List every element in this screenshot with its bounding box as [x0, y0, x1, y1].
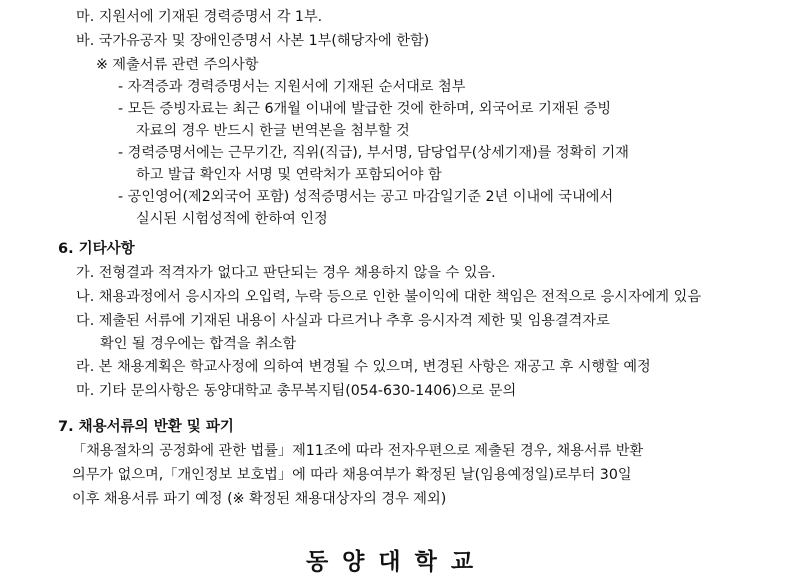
section-6-item-ga: 가. 전형결과 적격자가 없다고 판단되는 경우 채용하지 않을 수 있음. — [76, 265, 496, 281]
section-6-item-ra: 라. 본 채용계획은 학교사정에 의하여 변경될 수 있으며, 변경된 사항은 재공고 후 시행할 예정 — [76, 359, 651, 375]
section-7-heading: 7. 채용서류의 반환 및 파기 — [58, 419, 234, 435]
university-name-footer: 동양대학교 — [305, 549, 488, 575]
section-6-item-ma: 마. 기타 문의사항은 동양대학교 총무복지팀(054-630-1406)으로 문의 — [76, 383, 517, 399]
note-item-3-cont: 하고 발급 확인자 서명 및 연락처가 포함되어야 함 — [136, 167, 442, 183]
note-item-4: - 공인영어(제2외국어 포함) 성적증명서는 공고 마감일기준 2년 이내에 국내에서 — [118, 189, 614, 205]
section-6-item-na: 나. 채용과정에서 응시자의 오입력, 누락 등으로 인한 불이익에 대한 책임은 전적으로 응시자에게 있음 — [76, 289, 702, 305]
note-item-2-cont: 자료의 경우 반드시 한글 번역본을 첨부할 것 — [136, 123, 410, 139]
section-7-paragraph-line-2: 의무가 없으며,「개인정보 보호법」에 따라 채용여부가 확정된 날(임용예정일)로부터 30일 — [72, 467, 632, 483]
note-item-4-cont: 실시된 시험성적에 한하여 인정 — [136, 211, 328, 227]
doc-item-ma: 마. 지원서에 기재된 경력증명서 각 1부. — [76, 9, 323, 25]
section-7-paragraph-line-3: 이후 채용서류 파기 예정 (※ 확정된 채용대상자의 경우 제외) — [72, 491, 447, 507]
section-6-item-da-cont: 확인 될 경우에는 합격을 취소함 — [100, 336, 297, 352]
doc-item-ba: 바. 국가유공자 및 장애인증명서 사본 1부(해당자에 한함) — [76, 33, 430, 49]
note-item-1: - 자격증과 경력증명서는 지원서에 기재된 순서대로 첨부 — [118, 79, 466, 95]
section-7-paragraph-line-1: 「채용절차의 공정화에 관한 법률」제11조에 따라 전자우편으로 제출된 경우, 채용서류 반환 — [72, 443, 644, 459]
section-6-item-da: 다. 제출된 서류에 기재된 내용이 사실과 다르거나 추후 응시자격 제한 및 임용결격자로 — [76, 313, 610, 329]
note-item-2: - 모든 증빙자료는 최근 6개월 이내에 발급한 것에 한하며, 외국어로 기재된 증빙 — [118, 101, 612, 117]
note-item-3: - 경력증명서에는 근무기간, 직위(직급), 부서명, 담당업무(상세기재)를 정확히 기재 — [118, 145, 629, 161]
section-6-heading: 6. 기타사항 — [58, 241, 135, 257]
note-title: ※ 제출서류 관련 주의사항 — [96, 57, 259, 73]
